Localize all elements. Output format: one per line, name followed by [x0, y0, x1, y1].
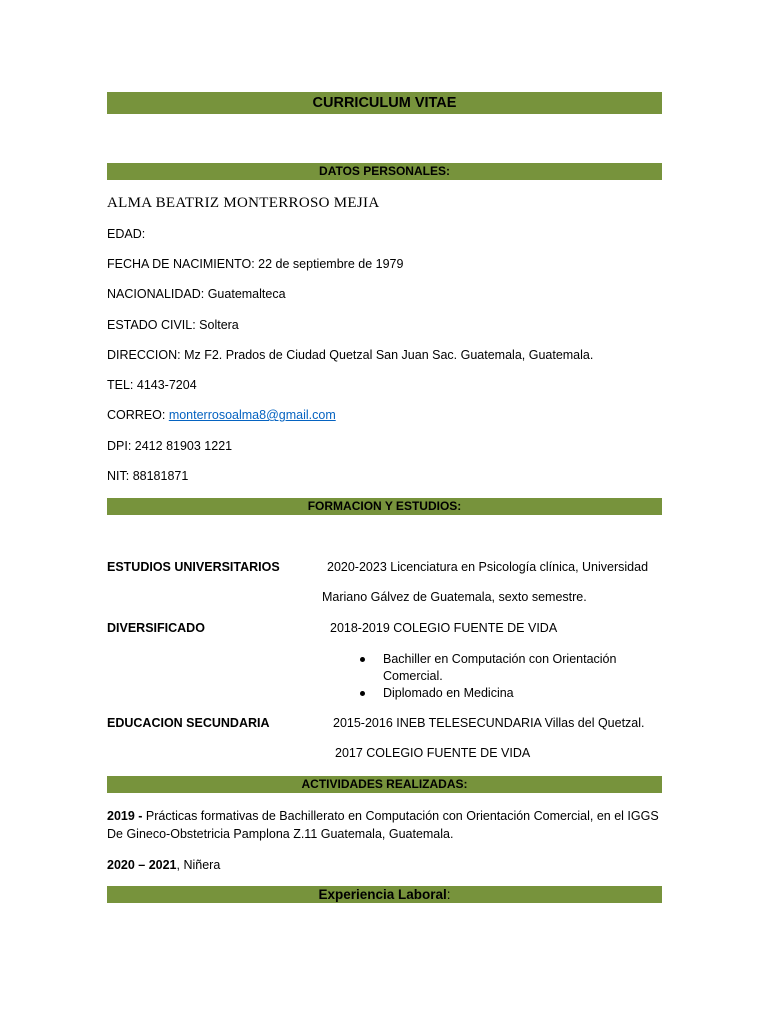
section-header-formacion	[107, 498, 662, 515]
actividad-1-line2: De Gineco-Obstetricia Pamplona Z.11 Guatemala, Guatemala.	[107, 827, 454, 841]
section-title: FORMACION Y ESTUDIOS:	[307, 499, 462, 513]
section-header-experiencia	[107, 886, 662, 903]
secundaria-line2: 2017 COLEGIO FUENTE DE VIDA	[335, 746, 531, 760]
tel-field: TEL: 4143-7204	[107, 378, 197, 392]
correo-field	[107, 408, 336, 422]
diversificado-line: 2018-2019 COLEGIO FUENTE DE VIDA	[330, 621, 558, 635]
secundaria-line1: 2015-2016 INEB TELESECUNDARIA Villas del Quetzal.	[333, 716, 645, 730]
email-link[interactable]: monterrosoalma8@gmail.com	[168, 408, 336, 422]
nit-field: NIT: 88181871	[107, 469, 189, 483]
section-title-suffix: :	[446, 887, 451, 902]
section-title: DATOS PERSONALES:	[319, 164, 450, 178]
section-header-datos-personales	[107, 163, 662, 180]
dpi-field: DPI: 2412 81903 1221	[107, 439, 233, 453]
cv-title-bar	[107, 92, 662, 114]
actividad-2	[107, 858, 220, 872]
actividad-2-year: 2020 – 2021	[107, 858, 177, 872]
actividad-1-text: Prácticas formativas de Bachillerato en Computación con Orientación Comercial, en el IGGS	[145, 809, 659, 823]
diversificado-label: DIVERSIFICADO	[107, 621, 205, 635]
list-item: Bachiller en Computación con Orientación Comercial.	[358, 651, 648, 685]
fecha-nacimiento-field: FECHA DE NACIMIENTO: 22 de septiembre de 1979	[107, 257, 404, 271]
bullet-icon	[360, 691, 365, 696]
universitarios-line1: 2020-2023 Licenciatura en Psicología clínica, Universidad	[327, 560, 649, 574]
full-name: ALMA BEATRIZ MONTERROSO MEJIA	[107, 195, 380, 211]
cv-title: CURRICULUM VITAE	[312, 95, 457, 111]
actividad-2-text: , Niñera	[176, 858, 221, 872]
direccion-field: DIRECCION: Mz F2. Prados de Ciudad Quetzal San Juan Sac. Guatemala, Guatemala.	[107, 348, 594, 362]
bullet-icon	[360, 657, 365, 662]
section-header-actividades	[107, 776, 662, 793]
diversificado-list	[358, 651, 648, 702]
actividad-1-year: 2019 -	[107, 809, 146, 823]
universitarios-label: ESTUDIOS UNIVERSITARIOS	[107, 560, 280, 574]
estado-civil-field: ESTADO CIVIL: Soltera	[107, 318, 239, 332]
section-title: ACTIVIDADES REALIZADAS:	[301, 777, 468, 791]
universitarios-line2: Mariano Gálvez de Guatemala, sexto semestre.	[322, 590, 587, 604]
nacionalidad-field: NACIONALIDAD: Guatemalteca	[107, 287, 286, 301]
secundaria-label: EDUCACION SECUNDARIA	[107, 716, 270, 730]
section-title: Experiencia Laboral	[318, 887, 447, 902]
list-item: Diplomado en Medicina	[358, 685, 648, 702]
actividad-1-line1	[107, 809, 659, 823]
correo-label: CORREO:	[107, 408, 169, 422]
edad-field: EDAD:	[107, 227, 146, 241]
